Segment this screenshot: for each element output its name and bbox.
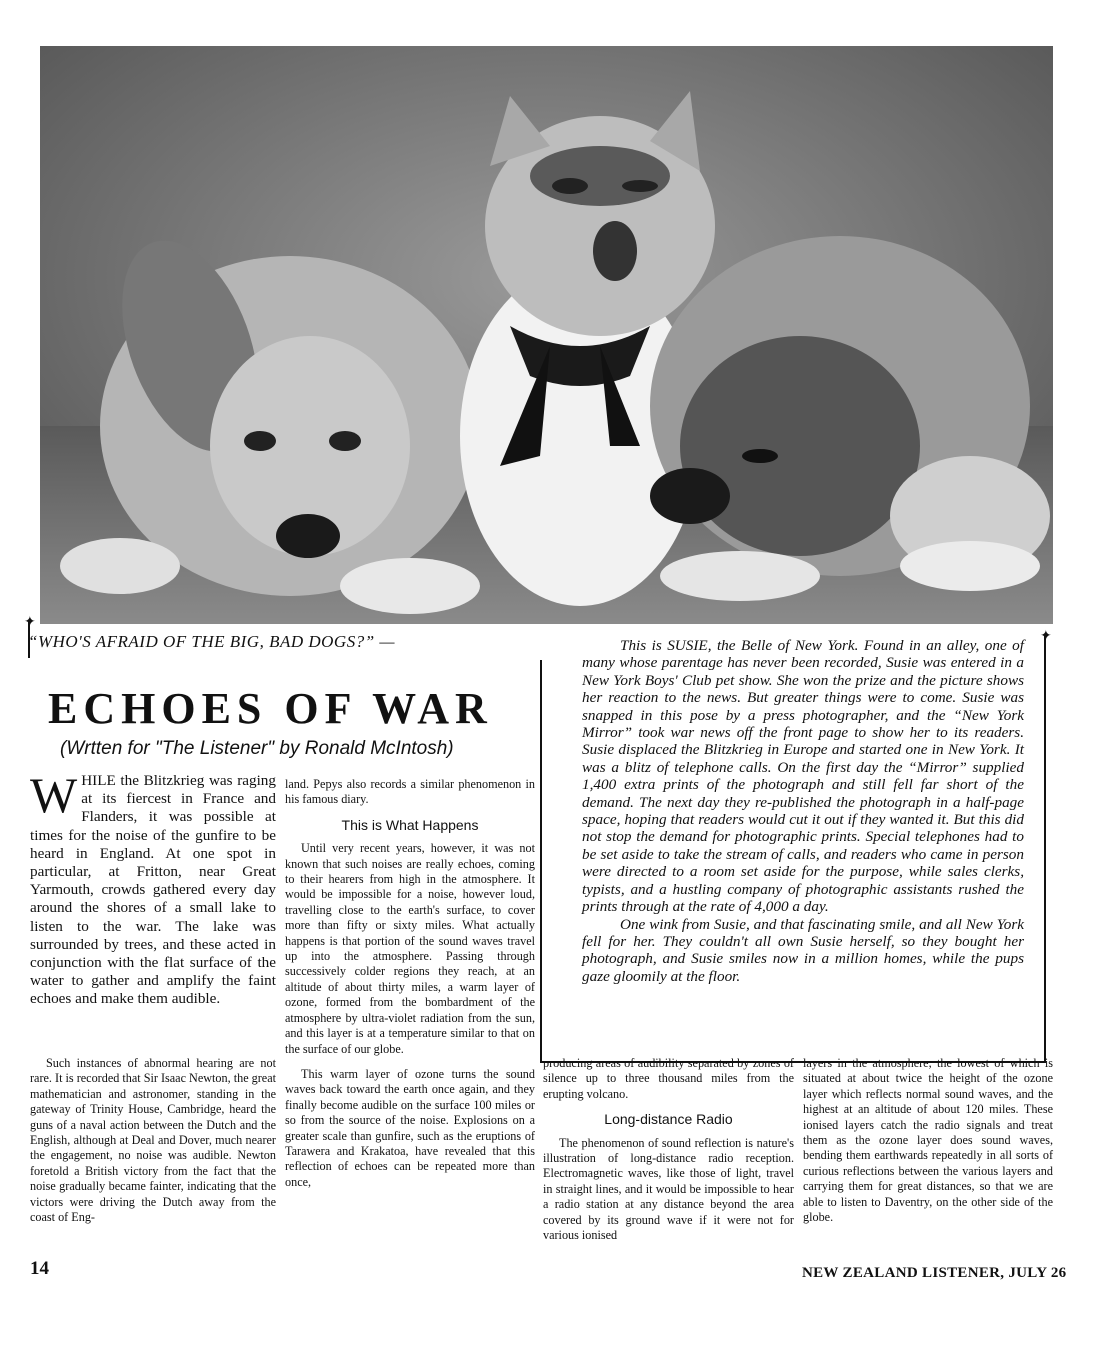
paragraph: land. Pepys also records a similar phenomenon in his famous diary. (285, 777, 535, 807)
caption-box-rule (540, 660, 542, 1063)
article-lead (30, 767, 276, 1009)
paragraph: layers in the atmosphere, the lowest of which is situated at about twice the height of the ozone layer which reflects normal sound waves, and the highest at an altitude of about 120 miles. These ionised layers catch the radio signals and treat them as the ozone layer does sound waves, bending them earthwards repeatedly in all sorts of curious reflections between the various layers and carrying them for great distances, so that we are able to listen to Daventry, on the other side of the globe. (803, 1056, 1053, 1225)
article-column-3 (543, 1056, 794, 1253)
article-column-4 (803, 1056, 1053, 1235)
publication-footer: NEW ZEALAND LISTENER, JULY 26 (802, 1265, 1067, 1281)
subheading: Long-distance Radio (604, 1111, 733, 1128)
paragraph: Such instances of abnormal hearing are not rare. It is recorded that Sir Isaac Newton, the great mathematician and astronomer, standing in the gateway of Trinity House, Cambridge, heard the guns of a naval action between the Dutch and the English, although at Deal and Dover, much nearer the engagement, no noise was audible. Newton foretold a British victory from the fact that the noise gradually became fainter, indicating that the victors were driving the Dutch away from the coast of Eng- (30, 1056, 277, 1225)
page-number: 14 (30, 1258, 49, 1279)
article-title: ECHOES OF WAR (48, 684, 493, 733)
star-ornament-icon: ✦ (1040, 628, 1052, 644)
article-column-1 (30, 1056, 276, 1235)
article-column-2 (285, 777, 535, 1200)
kitten-and-puppies-photo (40, 46, 1053, 624)
lead-text: HILE the Blitzkrieg was raging at its fiercest in France and Flanders, it was possible at times for the noise of the gunfire to be heard in England. At one spot in particular, at Fritton, near Great Yarmouth, crowds gathered every day around the shores of a small lake to listen to the war. The lake was surrounded by trees, and these acted in conjunction with the flat surface of the water to gather and amplify the faint echoes and make them audible. (30, 772, 276, 1008)
star-ornament-icon: ✦ (24, 614, 36, 630)
subheading: This is What Happens (341, 816, 479, 833)
photo-illustration (40, 46, 1053, 624)
paragraph: producing areas of audibility separated by zones of silence up to three thousand miles from the erupting volcano. (543, 1056, 794, 1101)
paragraph: The phenomenon of sound reflection is nature's illustration of long-distance radio reception. Electromagnetic waves, like those of light, travel in straight lines, and it would be impossible to hear a radio station at any distance beyond the area covered by its ground wave if it were not for various ionised (543, 1135, 794, 1243)
caption-paragraph: One wink from Susie, and that fascinating smile, and all New York fell for her. They couldn't all own Susie herself, so they bought her photograph, and Susie smiles now in a million homes, while the pups gaze gloomily at the floor. (582, 915, 1024, 985)
paragraph: This warm layer of ozone turns the sound waves back toward the earth once again, and they finally become audible on the surface 100 miles or so from the source of the noise. Explosions on a greater scale than gunfire, such as the eruptions of Tarawera and Krakatoa, have revealed that this reflection of echoes can be repeated more than once, (285, 1066, 535, 1189)
drop-cap: W (30, 767, 78, 823)
paragraph: Until very recent years, however, it was not known that such noises are really echoes, coming to their hearers from high in the atmosphere. It would be impossible for a noise, however loud, travelling close to the earth's surface, to cover more than fifty or sixty miles. What actually happens is that portion of the sound waves travel up into the atmosphere. Passing through successively colder regions they reach, at an altitude of about thirty miles, a warm layer of ozone, formed from the bombardment of the atmosphere by ultra-violet radiation from the sun, and this layer is at a temperature similar to that on the surface of our globe. (285, 841, 535, 1056)
caption-body (582, 637, 1024, 985)
article-byline: (Wrtten for "The Listener" by Ronald McIntosh) (60, 738, 454, 759)
caption-paragraph: This is SUSIE, the Belle of New York. Found in an alley, one of many whose parentage has never been recorded, Susie was entered in a New York Boys' Club pet show. She won the prize and the picture shows her reaction to the news. But greater things were to come. Susie was snapped in this pose by a press photographer, and the “New York Mirror” took war news off the front page to show her to its readers. Susie displaced the Blitzkrieg in Europe and started one in New York. It was a blitz of telephone calls. On the first day the “Mirror” supplied 1,400 extra prints of the photograph and still fell far short of the demand. The next day they re-published the photograph in a half-page space, hoping that readers would cut it out if they wanted it. But this did not stop the demand for photographic prints. Special telephones had to be set aside to take the stream of calls, and readers who came in person were directed to a room set aside for the purpose, while sales clerks, typists, and a hustling company of photographic assistants rushed the prints through at the rate of 4,000 a day. (582, 637, 1024, 916)
caption-heading: “WHO'S AFRAID OF THE BIG, BAD DOGS?” — (28, 632, 396, 651)
